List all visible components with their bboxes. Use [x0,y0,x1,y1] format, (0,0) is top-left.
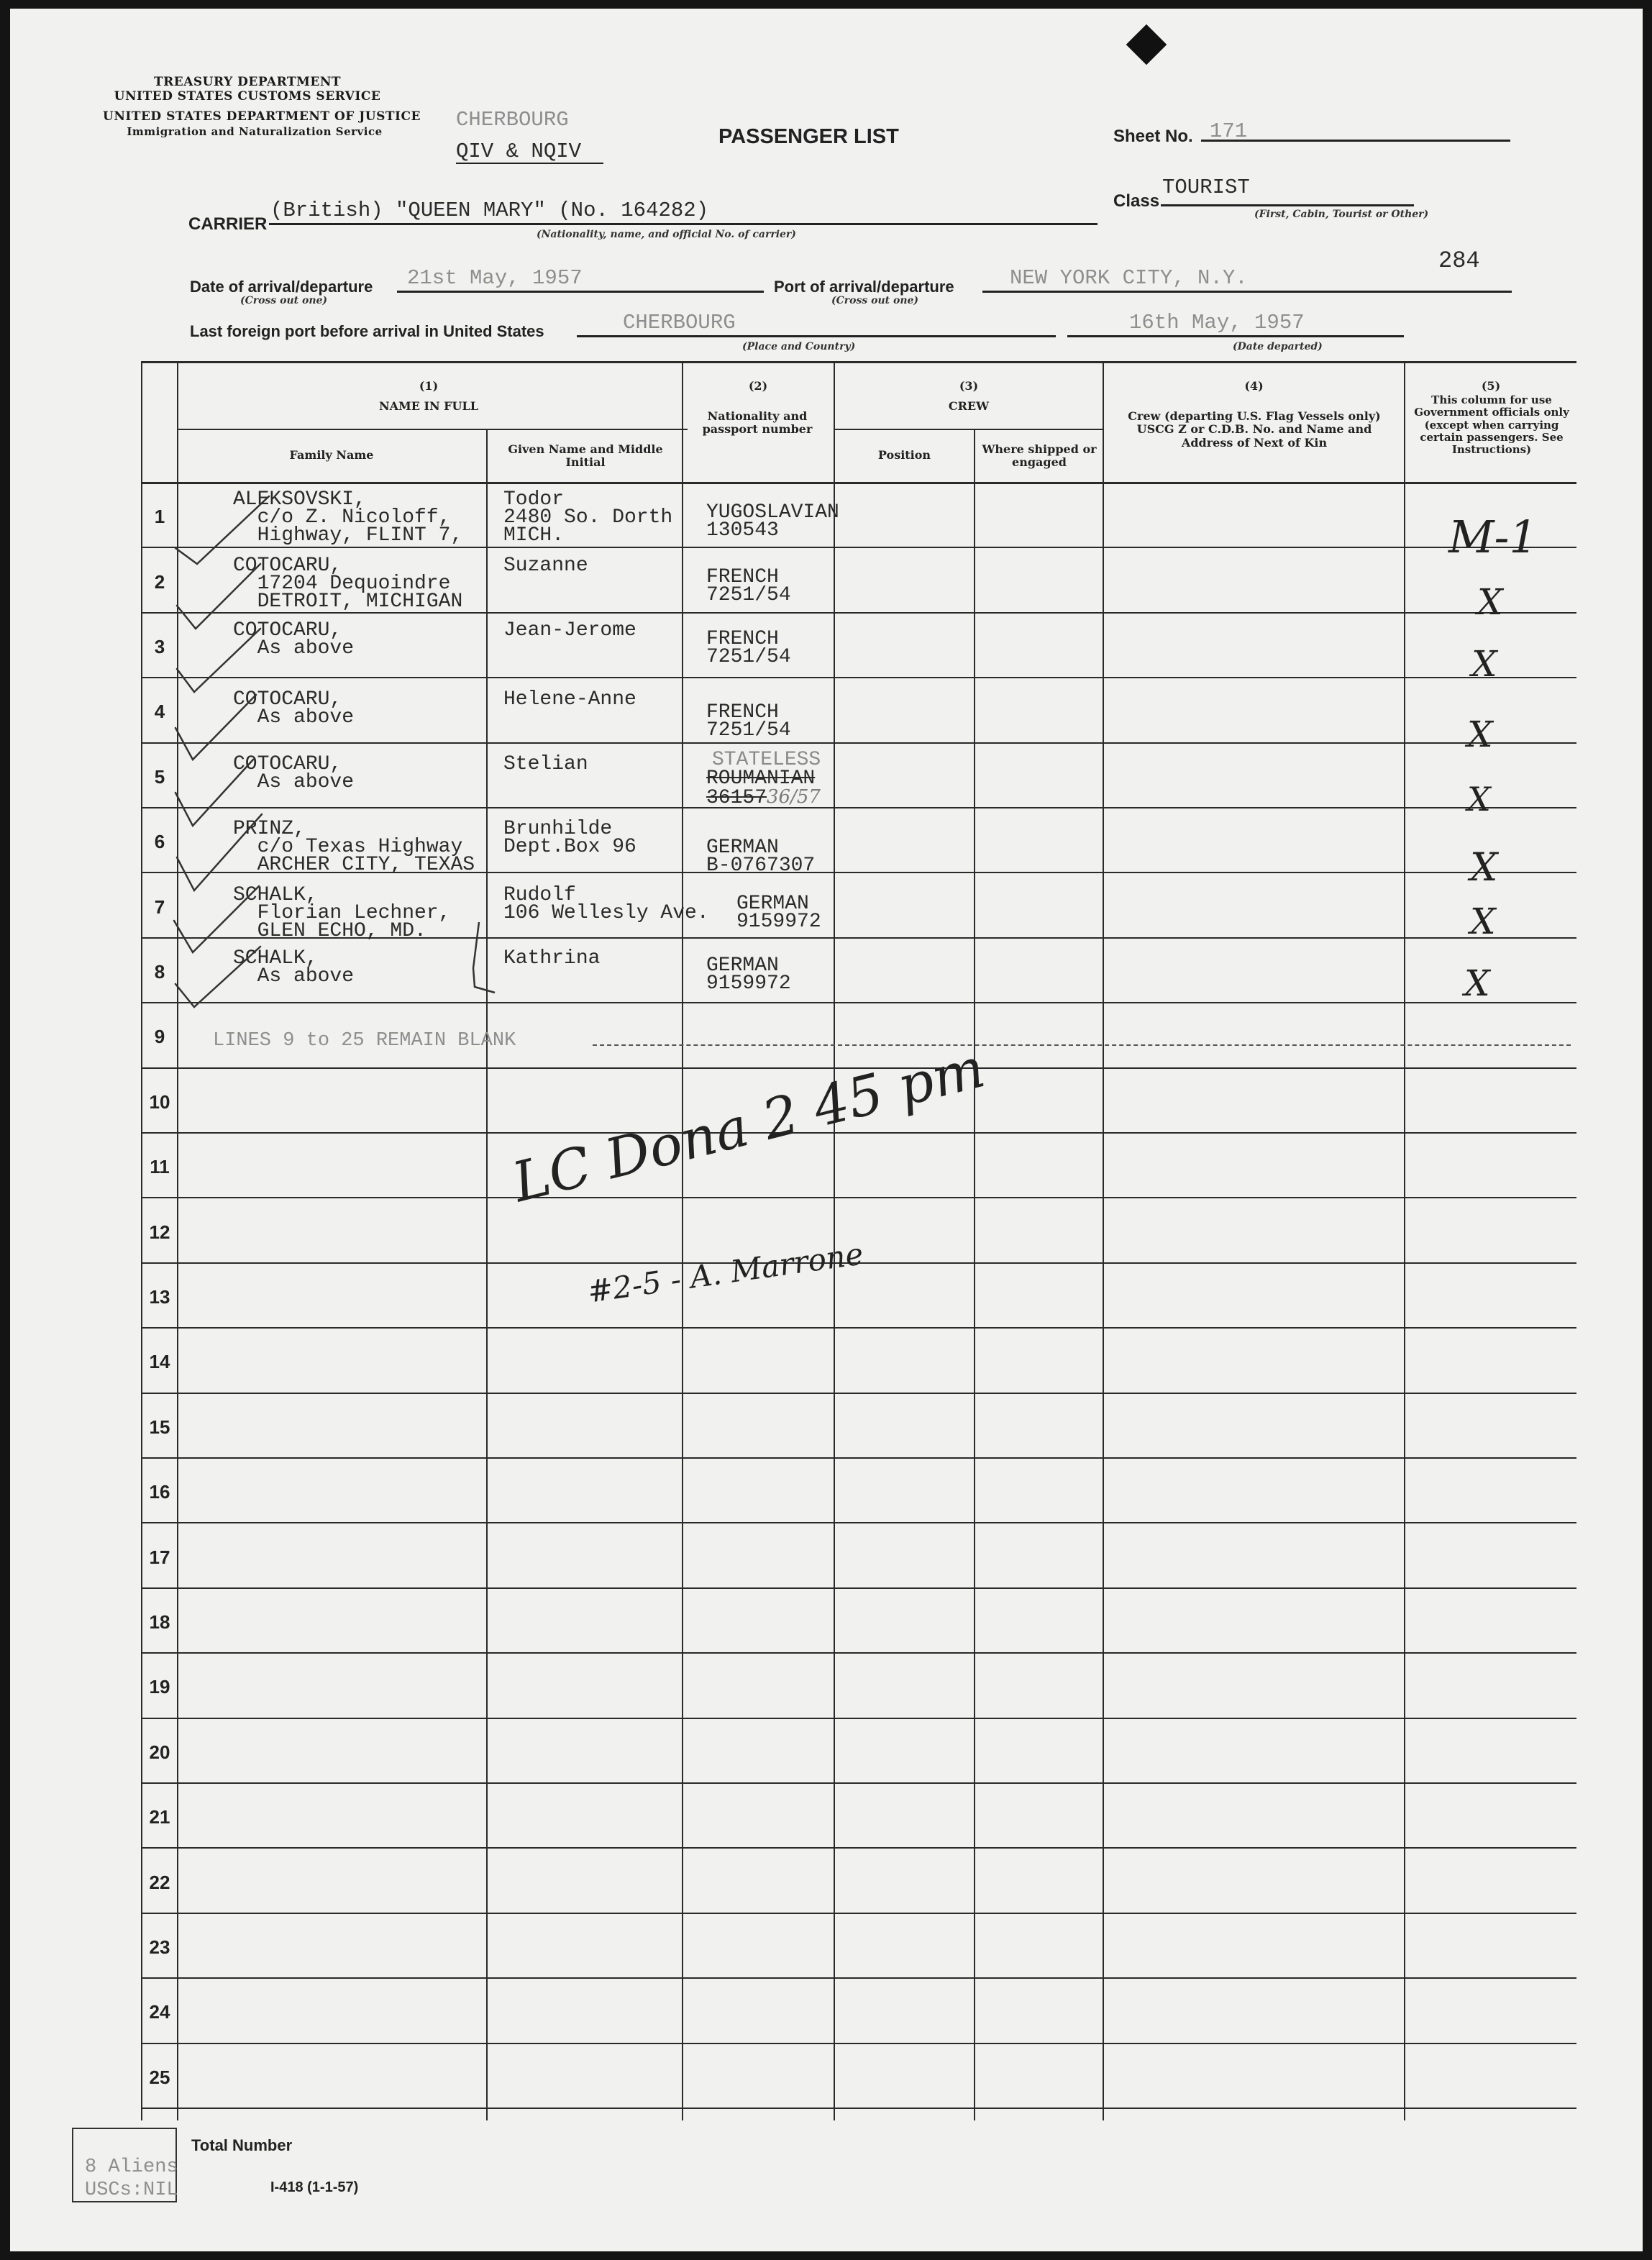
line-number: 14 [149,1351,170,1372]
check-mark [177,564,260,629]
row-rule [141,1522,1576,1523]
passenger-1-name: ALEKSOVSKI, c/o Z. Nicoloff, Highway, FLINT 7, [233,488,463,547]
line-number: 11 [150,1156,170,1177]
agency-line-4: Immigration and Naturalization Service [127,125,383,138]
line-number: 20 [149,1741,170,1763]
crew-subheader-rule [834,429,1103,430]
bracket-mark [457,918,501,997]
line-number: 17 [149,1546,170,1568]
col-where-shipped: Where shipped or engaged [982,442,1097,470]
sheet-no-underline [1201,140,1510,142]
row-rule [141,1197,1576,1198]
passenger-2-nationality: FRENCH 7251/54 [706,566,791,606]
port-arrival-hint: (Cross out one) [831,295,919,306]
check-mark [177,629,260,692]
carrier-underline [269,223,1097,225]
check-marks [161,440,305,1016]
blank-lines-note: LINES 9 to 25 REMAIN BLANK [213,1030,516,1052]
blank-lines-dash [593,1044,1571,1046]
officials-mark-1: M-1 [1448,511,1538,563]
col4-number: (4) [1244,379,1264,393]
col-given-name: Given Name and Middle Initial [508,442,663,470]
name-nat-col-rule [682,361,683,2120]
kin-officials-col-rule [1404,361,1405,2120]
passenger-1-given: Todor 2480 So. Dorth MICH. [503,488,673,547]
line-number: 1 [154,506,165,527]
row-rule [141,1652,1576,1654]
port-stamp: CHERBOURG [456,108,569,132]
last-port-hint: (Place and Country) [742,341,856,352]
line-number: 19 [149,1676,170,1698]
officials-mark-5: X [1467,780,1491,819]
row-rule [141,1132,1576,1134]
officials-mark-3: X [1471,643,1497,685]
line-number: 13 [149,1286,170,1308]
col3-title: CREW [948,399,990,413]
check-mark [174,886,259,952]
line-number: 21 [149,1806,170,1828]
officials-mark-8: X [1464,962,1490,1004]
passenger-list-form [10,9,1643,2251]
col3-number: (3) [959,379,979,393]
family-given-col-rule [486,429,488,2120]
row-rule [141,1327,1576,1329]
name-subheader-rule [177,429,688,430]
passenger-2-name: COTOCARU, 17204 Dequoindre DETROIT, MICHIGAN [233,555,463,613]
line-number: 6 [154,831,165,852]
line-number: 25 [149,2067,170,2088]
officials-mark-6: X [1470,844,1498,890]
passenger-7-nationality: GERMAN 9159972 [736,893,821,933]
passenger-5-new-passport: 36/57 [767,786,821,808]
row-rule [141,1782,1576,1784]
date-departed-value: 16th May, 1957 [1129,311,1305,334]
form-number: I-418 (1-1-57) [270,2179,359,2195]
carrier-hint: (Nationality, name, and official No. of carrier) [537,229,796,240]
line-number: 10 [149,1091,170,1113]
total-box [72,2128,177,2202]
last-port-label: Last foreign port before arrival in United States [190,322,544,340]
page-number: 284 [1438,247,1480,274]
line-number: 24 [149,2001,170,2023]
date-arrival-underline [397,291,764,293]
date-departed-hint: (Date departed) [1233,341,1323,352]
agency-line-3: UNITED STATES DEPARTMENT OF JUSTICE [103,109,421,124]
row-rule [141,1977,1576,1979]
qiv-stamp: QIV & NQIV [456,140,582,163]
passenger-8-name: SCHALK, As above [233,947,355,988]
passenger-3-given: Jean-Jerome [503,619,636,642]
passenger-4-nationality: FRENCH 7251/54 [706,701,791,742]
line-number: 7 [154,896,165,918]
class-label: Class [1113,191,1160,211]
class-hint: (First, Cabin, Tourist or Other) [1254,209,1429,220]
row-rule [141,2108,1576,2109]
row-rule [141,1587,1576,1589]
row-rule [141,677,1576,678]
sheet-no-value: 171 [1210,119,1248,143]
crew-kin-col-rule [1103,361,1104,2120]
header-bottom-rule [141,482,1576,484]
handwritten-reference: #2-5 - A. Marrone [585,1236,866,1310]
officials-mark-2: X [1477,581,1503,623]
table-left-border [141,361,142,2120]
check-mark [175,695,256,760]
line-number: 18 [149,1611,170,1633]
carrier-label: CARRIER [188,214,268,234]
passenger-5-passport-struck [706,788,821,807]
passenger-2-given: Suzanne [503,555,588,577]
row-rule [141,1393,1576,1394]
carrier-value: (British) "QUEEN MARY" (No. 164282) [270,199,709,222]
date-arrival-label: Date of arrival/departure [190,278,373,296]
line-number: 2 [154,571,165,593]
passenger-4-name: COTOCARU, As above [233,688,355,729]
date-arrival-hint: (Cross out one) [240,295,328,306]
col5-number: (5) [1481,379,1501,393]
passenger-5-given: Stelian [503,753,588,775]
col1-number: (1) [419,379,439,393]
handwritten-note: LC Dona 2 45 pm [506,1035,991,1215]
class-underline [1161,204,1414,206]
passenger-5-name: COTOCARU, As above [233,753,355,793]
passenger-5-old-passport: 36157 [706,787,767,809]
line-number: 15 [149,1416,170,1438]
row-rule [141,547,1576,548]
date-arrival-value: 21st May, 1957 [407,266,583,290]
row-rule [141,807,1576,808]
line-number: 4 [154,701,165,722]
row-rule [141,1457,1576,1459]
last-port-value: CHERBOURG [623,311,736,334]
passenger-5-nationality-struck: ROUMANIAN [706,767,816,790]
last-port-underline [577,335,1056,337]
row-rule [141,1718,1576,1719]
passenger-8-nationality: GERMAN 9159972 [706,954,791,995]
passenger-6-name: PRINZ, c/o Texas Highway ARCHER CITY, TEXAS [233,818,475,876]
passenger-3-nationality: FRENCH 7251/54 [706,628,791,668]
total-uscs: USCs:NIL [85,2179,178,2201]
line-number: 5 [154,766,165,788]
passenger-4-given: Helene-Anne [503,688,636,711]
passenger-8-given: Kathrina [503,947,601,970]
check-mark [175,760,253,826]
qiv-underline [456,163,603,164]
check-mark [175,496,269,564]
col1-title: NAME IN FULL [378,399,478,413]
line-number: 9 [154,1026,165,1047]
check-mark [177,814,262,890]
row-rule [141,2043,1576,2044]
col-family-name: Family Name [289,448,374,462]
row-rule [141,1847,1576,1849]
passenger-5-stateless: STATELESS [712,749,821,771]
passenger-3-name: COTOCARU, As above [233,619,355,660]
line-number: 23 [149,1936,170,1958]
sheet-no-label: Sheet No. [1113,127,1193,146]
col-nationality: Nationality and passport number [702,409,813,437]
officials-mark-4: X [1467,714,1493,755]
check-mark [175,947,260,1007]
crew-split-col-rule [974,429,975,2120]
col-position: Position [877,448,931,462]
passenger-6-given: Brunhilde Dept.Box 96 [503,818,636,858]
class-value: TOURIST [1162,176,1250,199]
port-arrival-underline [982,291,1512,293]
col2-number: (2) [748,379,768,393]
line-number: 8 [154,961,165,983]
form-title: PASSENGER LIST [718,125,899,148]
passenger-7-given: Rudolf 106 Wellesly Ave. [503,884,709,924]
agency-line-2: UNITED STATES CUSTOMS SERVICE [114,89,381,104]
agency-line-1: TREASURY DEPARTMENT [153,75,342,89]
table-top-border [141,361,1576,363]
port-arrival-value: NEW YORK CITY, N.Y. [1010,266,1248,290]
row-rule [141,1913,1576,1914]
line-number: 12 [149,1221,170,1243]
passenger-6-nationality: GERMAN B-0767307 [706,837,816,877]
col-officials: This column for use Government officials only (except when carrying certain passengers. See Instructions) [1414,393,1569,456]
port-arrival-label: Port of arrival/departure [774,278,954,296]
passenger-7-name: SCHALK, Florian Lechner, GLEN ECHO, MD. [233,884,451,942]
total-number-label: Total Number [191,2136,293,2154]
line-number: 16 [149,1481,170,1503]
col-crew-kin: Crew (departing U.S. Flag Vessels only) USCG Z or C.D.B. No. and Name and Address of Next of Kin [1128,409,1381,450]
officials-mark-7: X [1470,901,1496,942]
scan-blot [1126,24,1167,65]
line-number: 22 [149,1872,170,1893]
line-number: 3 [154,636,165,657]
row-rule [141,742,1576,744]
passenger-1-nationality: YUGOSLAVIAN 130543 [706,501,839,542]
row-rule [141,1002,1576,1003]
date-departed-underline [1067,335,1404,337]
total-aliens: 8 Aliens [85,2156,178,2178]
